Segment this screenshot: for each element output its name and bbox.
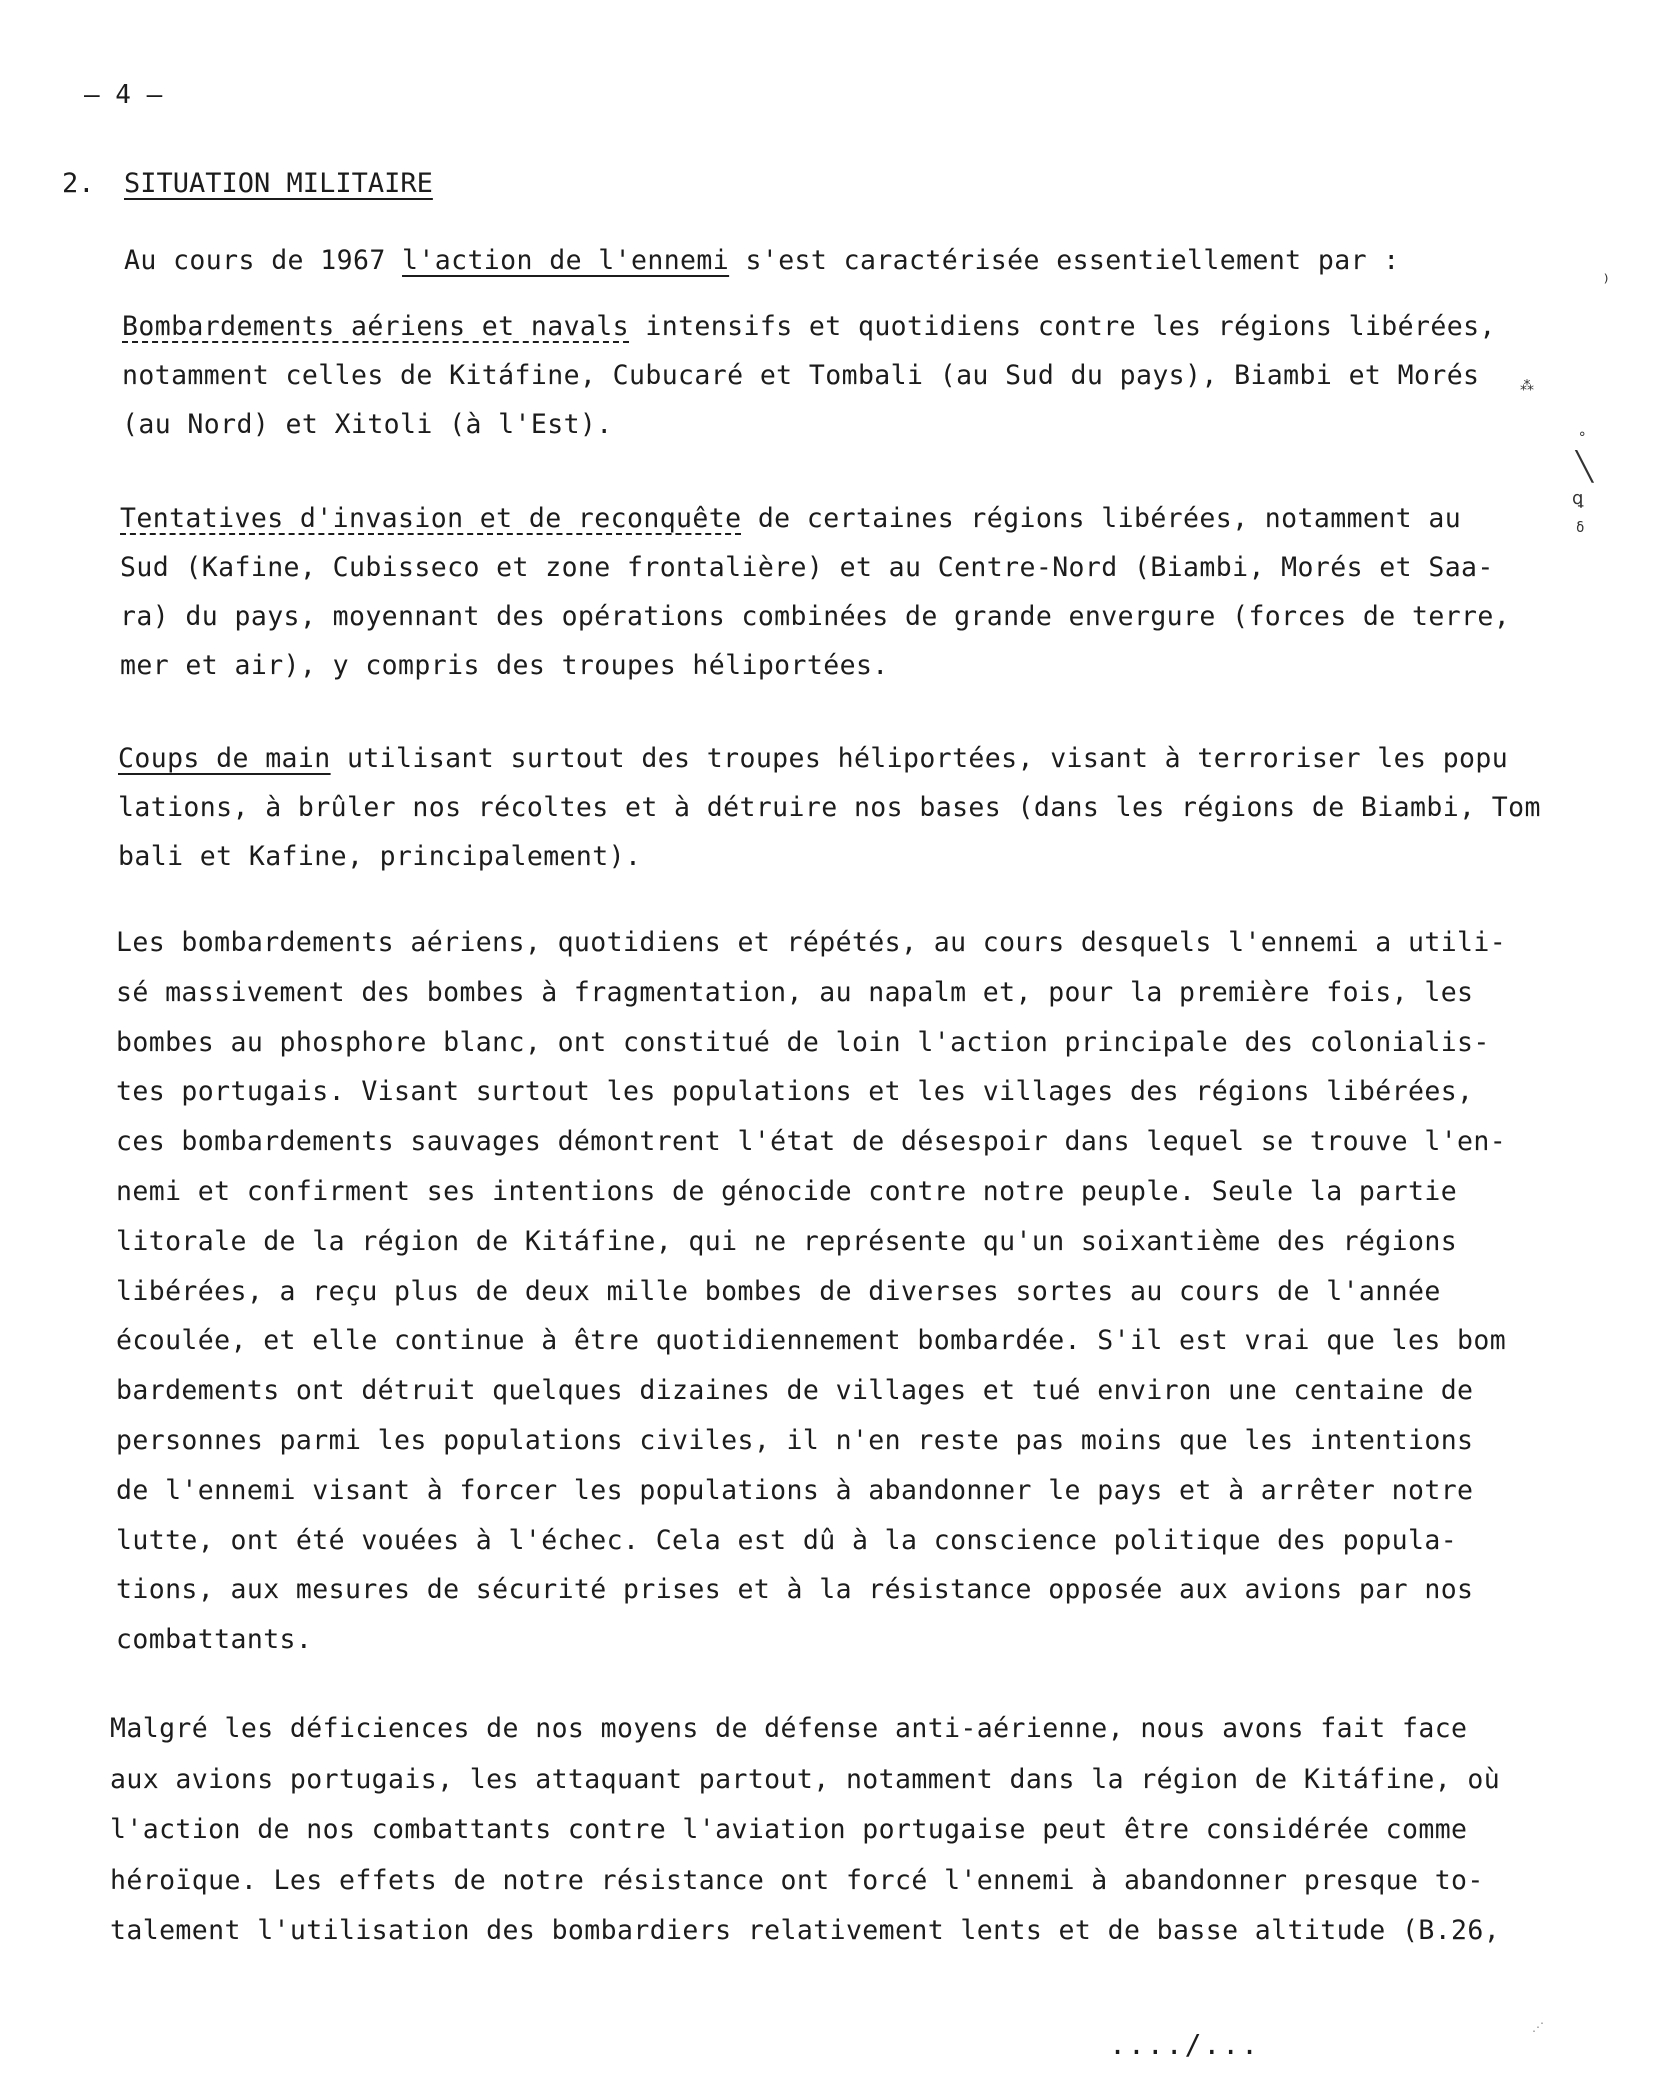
intro-underlined-subject: l'action de l'ennemi — [402, 245, 730, 276]
paragraph-line: tes portugais. Visant surtout les populations et les villages des régions libérées, — [116, 1076, 1474, 1108]
item-bombardements-line: notamment celles de Kitáfine, Cubucaré et Tombali (au Sud du pays), Biambi et Morés — [122, 360, 1480, 391]
scan-speck-icon: ꝗ — [1572, 488, 1584, 509]
paragraph-line: combattants. — [116, 1624, 313, 1656]
paragraph-line: de l'ennemi visant à forcer les populations à abandonner le pays et à arrêter notre — [116, 1474, 1474, 1506]
paragraph-line: l'action de nos combattants contre l'aviation portugaise peut être considérée comme — [110, 1814, 1468, 1845]
paragraph-line: bardements ont détruit quelques dizaines de villages et tué environ une centaine de — [116, 1375, 1474, 1407]
item-tentatives-line: ra) du pays, moyennant des opérations combinées de grande envergure (forces de terre, — [120, 601, 1511, 632]
item-bombardements-line: (au Nord) et Xitoli (à l'Est). — [122, 409, 613, 440]
item-bombardements — [122, 302, 1496, 449]
item-bombardements-rest: intensifs et quotidiens contre les régions libérées, — [629, 311, 1496, 342]
item-coups-line: lations, à brûler nos récoltes et à détruire nos bases (dans les régions de Biambi, Tom — [118, 792, 1541, 823]
scan-speck-icon: ⁾ — [1600, 270, 1613, 294]
paragraph-line: écoulée, et elle continue à être quotidiennement bombardée. S'il est vrai que les bom — [116, 1325, 1507, 1357]
paragraph-line: Les bombardements aériens, quotidiens et répétés, au cours desquels l'ennemi a utili- — [116, 927, 1507, 958]
paragraph-line: bombes au phosphore blanc, ont constitué de loin l'action principale des colonialis- — [116, 1026, 1490, 1058]
item-coups-rest: utilisant surtout des troupes héliportées, visant à terroriser les popu — [330, 743, 1509, 774]
item-coups-lead: Coups de main — [118, 743, 331, 774]
paragraph-line: tions, aux mesures de sécurité prises et à la résistance opposée aux avions par nos — [116, 1574, 1474, 1606]
item-coups-line: bali et Kafine, principalement). — [118, 841, 642, 872]
item-tentatives-line: mer et air), y compris des troupes héliportées. — [120, 650, 889, 681]
paragraph-line: Malgré les déficiences de nos moyens de défense anti-aérienne, nous avons fait face — [110, 1713, 1468, 1744]
intro-paragraph — [124, 236, 1474, 285]
intro-text-after: s'est caractérisée essentiellement par : — [729, 245, 1400, 276]
paragraph-line: nemi et confirment ses intentions de génocide contre notre peuple. Seule la partie — [116, 1175, 1458, 1207]
paragraph-bombardements — [116, 918, 1507, 1665]
section-number: 2. — [62, 168, 95, 199]
paragraph-line: sé massivement des bombes à fragmentation, au napalm et, pour la première fois, les — [116, 976, 1474, 1008]
paragraph-line: ces bombardements sauvages démontrent l'état de désespoir dans lequel se trouve l'en- — [116, 1126, 1507, 1158]
scan-speck-icon: ⁂ — [1520, 378, 1534, 394]
scan-speck-icon: ° — [1578, 430, 1587, 446]
item-bombardements-lead: Bombardements aériens et navals — [122, 311, 629, 342]
page-number: – 4 – — [84, 80, 163, 110]
item-tentatives — [120, 494, 1511, 690]
paragraph-line: libérées, a reçu plus de deux mille bombes de diverses sortes au cours de l'année — [116, 1275, 1441, 1307]
paragraph-defense — [110, 1704, 1501, 1957]
scan-speck-icon: δ — [1576, 520, 1585, 536]
item-coups-de-main — [118, 734, 1541, 881]
continuation-mark: ..../... — [1109, 2028, 1260, 2061]
scan-speck-icon: ⋰ — [1532, 2020, 1544, 2034]
paragraph-line: héroïque. Les effets de notre résistance ont forcé l'ennemi à abandonner presque to- — [110, 1864, 1484, 1896]
paragraph-line: lutte, ont été vouées à l'échec. Cela est dû à la conscience politique des popula- — [116, 1524, 1458, 1556]
item-tentatives-lead: Tentatives d'invasion et de reconquête — [120, 503, 742, 534]
paragraph-line: aux avions portugais, les attaquant partout, notamment dans la région de Kitáfine, où — [110, 1763, 1501, 1795]
item-tentatives-line: Sud (Kafine, Cubisseco et zone frontalière) et au Centre-Nord (Biambi, Morés et Saa- — [120, 552, 1494, 583]
intro-text-before: Au cours de 1967 — [124, 245, 403, 276]
paragraph-line: litorale de la région de Kitáfine, qui ne représente qu'un soixantième des régions — [116, 1225, 1458, 1257]
item-tentatives-rest: de certaines régions libérées, notamment au — [741, 503, 1462, 534]
paragraph-line: talement l'utilisation des bombardiers relativement lents et de basse altitude (B.26, — [110, 1915, 1501, 1946]
scan-speck-icon: ╲ — [1576, 450, 1593, 483]
paragraph-line: personnes parmi les populations civiles, il n'en reste pas moins que les intentions — [116, 1424, 1474, 1456]
section-title: SITUATION MILITAIRE — [124, 168, 433, 199]
